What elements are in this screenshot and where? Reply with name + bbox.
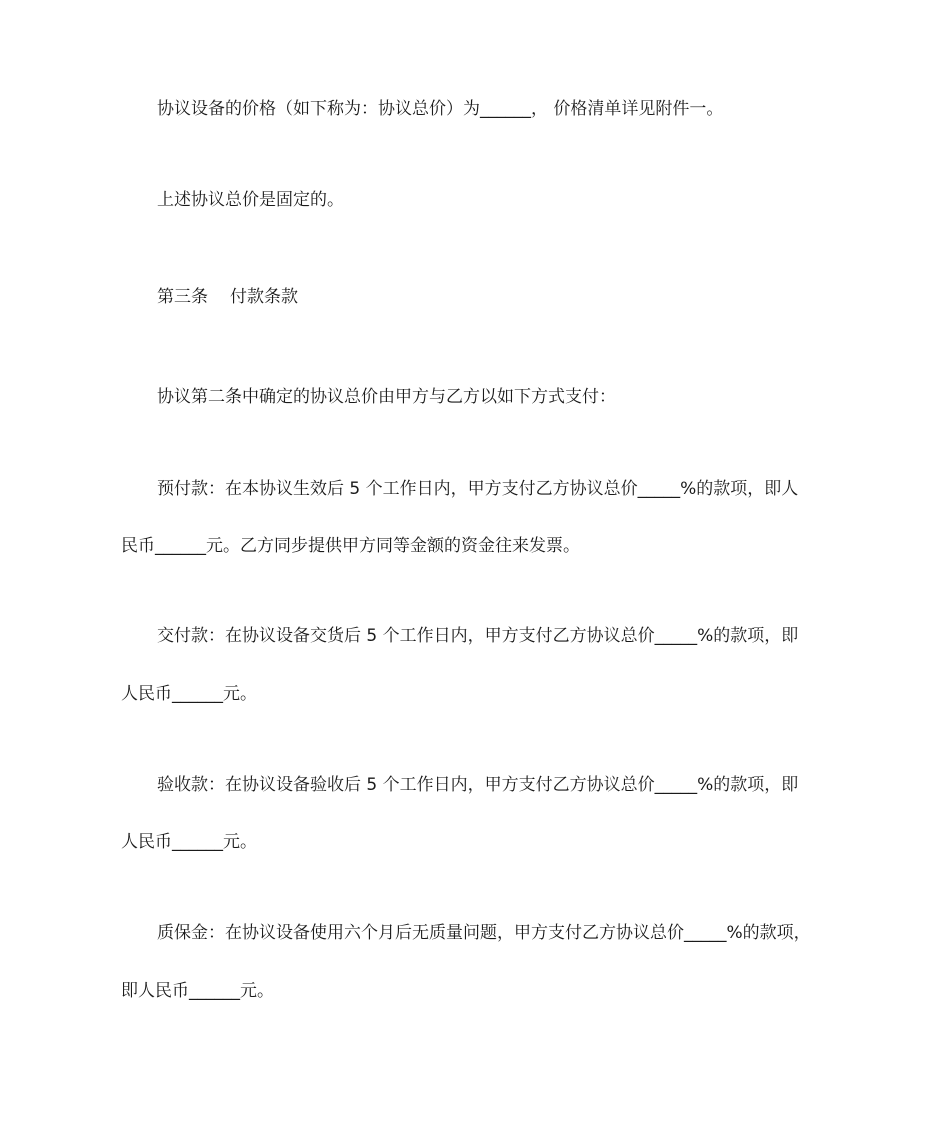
delivery-payment-line-2: 人民币______元。 (121, 684, 257, 704)
advance-payment-line-2: 民币______元。乙方同步提供甲方同等金额的资金往来发票。 (121, 536, 580, 556)
warranty-payment-line-2: 即人民币______元。 (121, 981, 274, 1001)
fixed-price-paragraph: 上述协议总价是固定的。 (157, 190, 344, 210)
delivery-payment-line-1: 交付款：在协议设备交货后 5 个工作日内，甲方支付乙方协议总价_____%的款项，即 (157, 626, 799, 646)
article-number: 第三条 (157, 287, 208, 307)
payment-intro-paragraph: 协议第二条中确定的协议总价由甲方与乙方以如下方式支付： (157, 387, 616, 407)
acceptance-payment-line-1: 验收款：在协议设备验收后 5 个工作日内，甲方支付乙方协议总价_____%的款项，即 (157, 775, 799, 795)
warranty-payment-line-1: 质保金：在协议设备使用六个月后无质量问题，甲方支付乙方协议总价_____%的款项， (157, 923, 811, 943)
article-title: 付款条款 (230, 287, 298, 307)
advance-payment-line-1: 预付款：在本协议生效后 5 个工作日内，甲方支付乙方协议总价_____%的款项，即人 (157, 479, 799, 499)
acceptance-payment-line-2: 人民币______元。 (121, 832, 257, 852)
article-3-heading (157, 285, 877, 309)
price-paragraph: 协议设备的价格（如下称为：协议总价）为______， 价格清单详见附件一。 (157, 99, 724, 119)
